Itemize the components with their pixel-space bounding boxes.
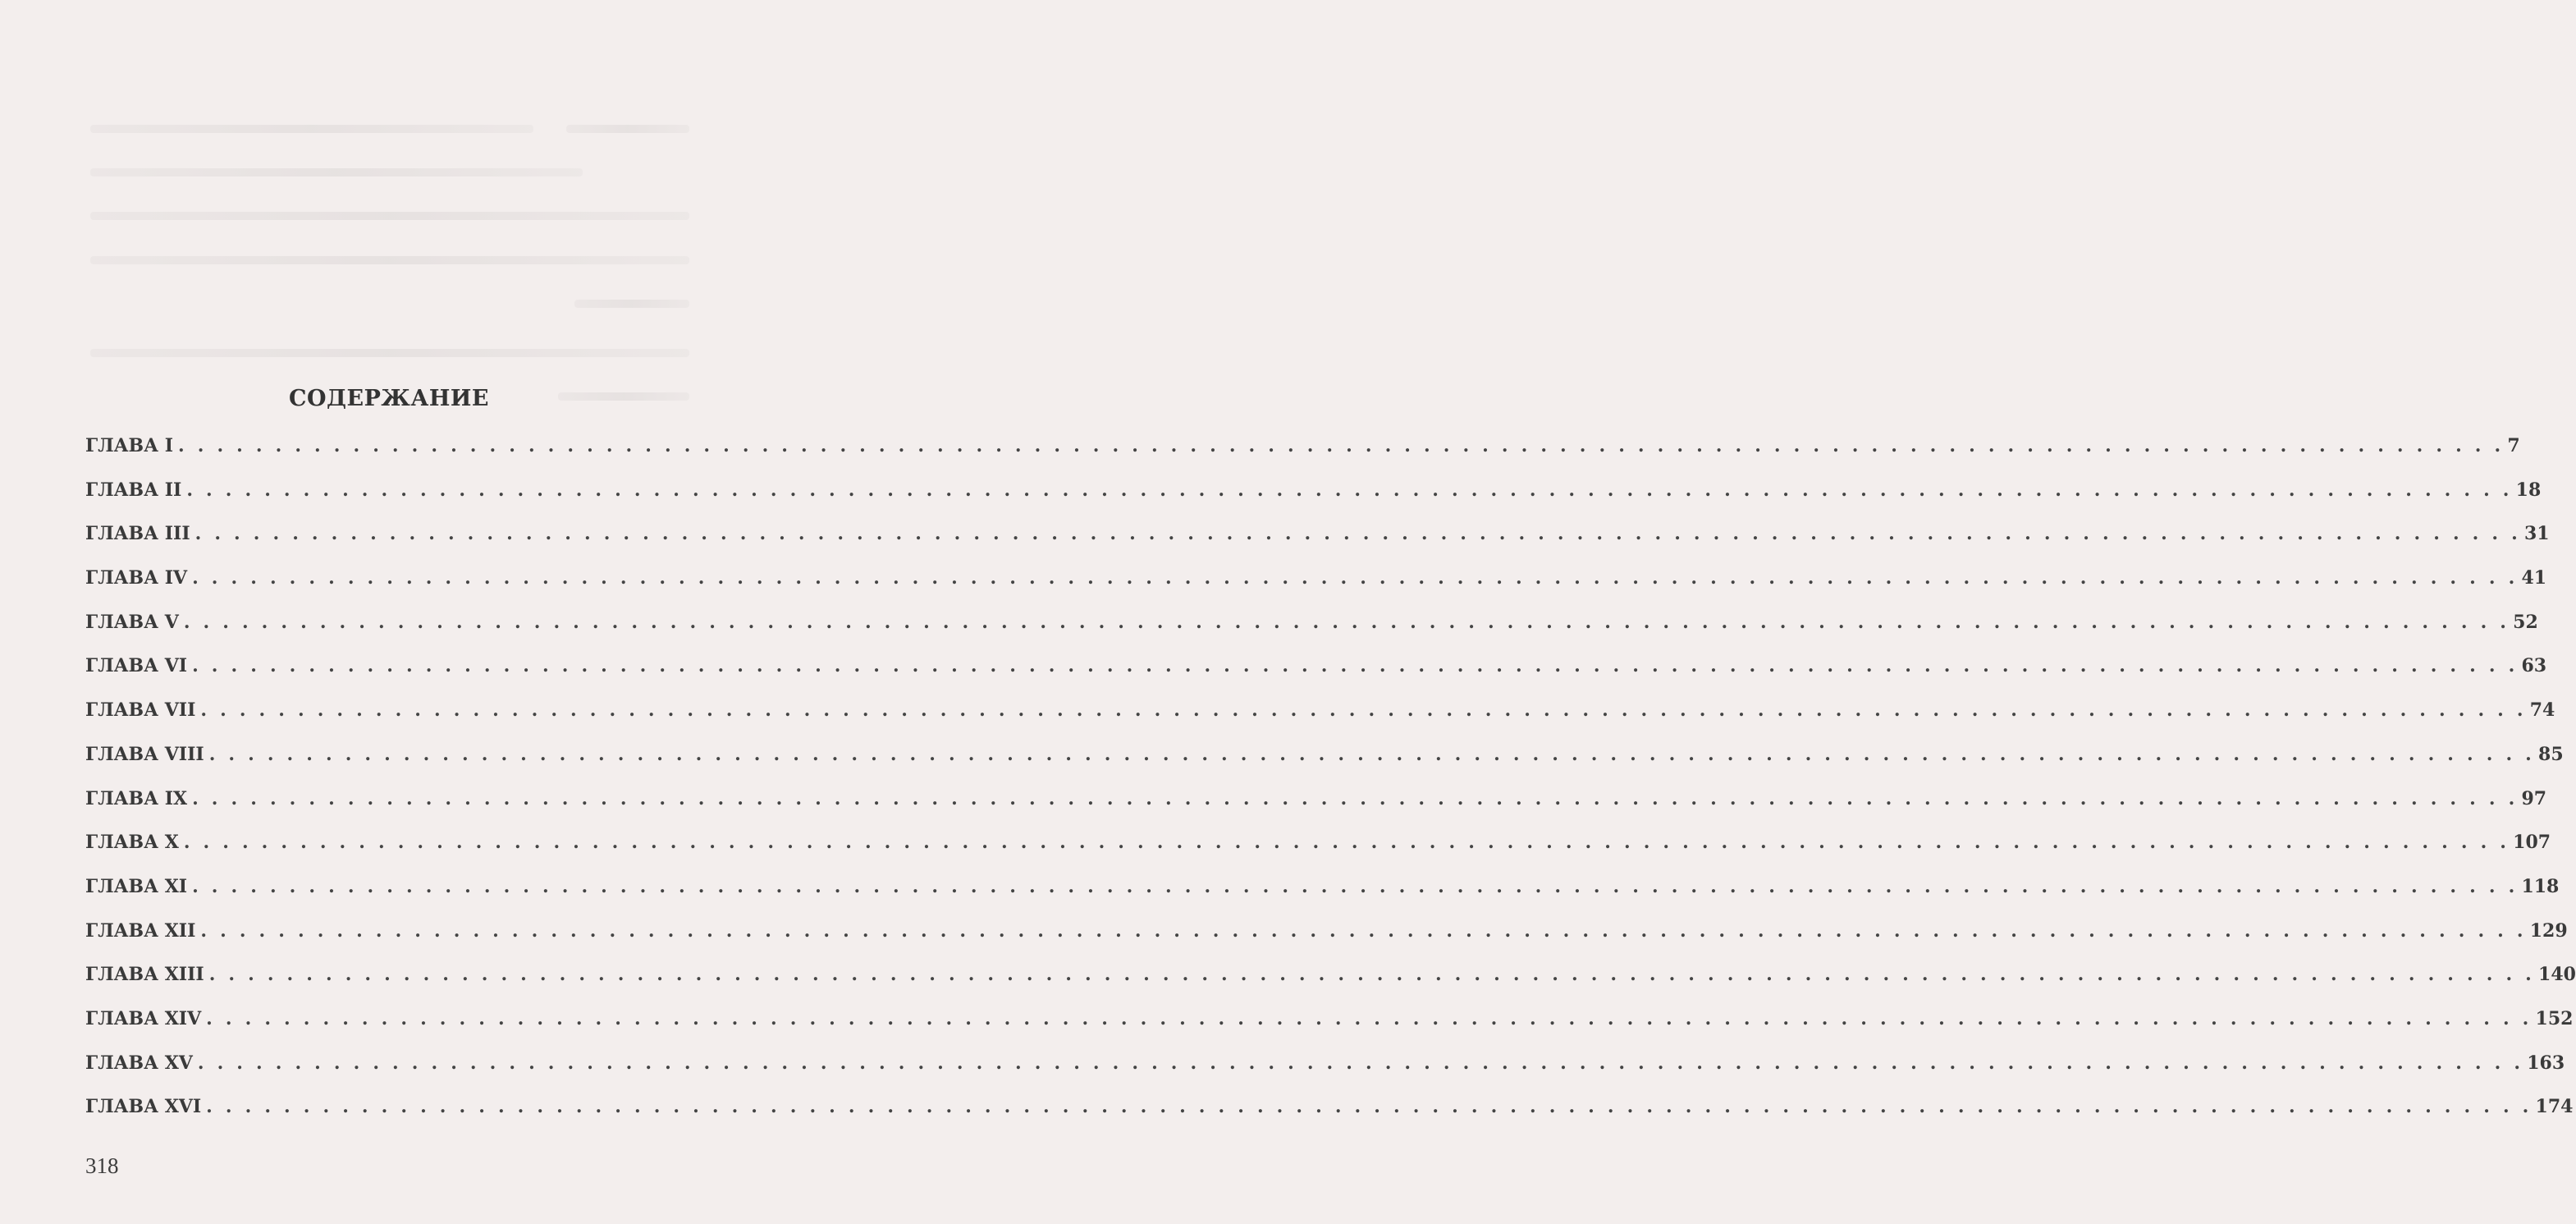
dot-leader: . . . . . . . . . . . . . . . . . . . . . . . . . . . . . . . . . . . . . . . . . . . . . . . . . . . . . . . . . . . . . . . . . . . . . . . . . . . . . . . . . . . . . . . . . . . . . . . . . . . . . . . . . . . . . . . . . . . . . . . . [200,699,2527,722]
dot-leader: . . . . . . . . . . . . . . . . . . . . . . . . . . . . . . . . . . . . . . . . . . . . . . . . . . . . . . . . . . . . . . . . . . . . . . . . . . . . . . . . . . . . . . . . . . . . . . . . . . . . . . . . . . . . . . . . . . . . . . . . [200,919,2527,942]
toc-entry [85,435,2520,479]
bleed-through-line [90,349,689,357]
toc-entry-label: ГЛАВА II [85,479,182,501]
toc-entry [85,1007,2574,1052]
toc-entry [85,919,2568,965]
dot-leader: . . . . . . . . . . . . . . . . . . . . . . . . . . . . . . . . . . . . . . . . . . . . . . . . . . . . . . . . . . . . . . . . . . . . . . . . . . . . . . . . . . . . . . . . . . . . . . . . . . . . . . . . . . . . . . . . . . . . . . . . [192,875,2519,897]
toc-entry-page: 31 [2523,523,2550,545]
dot-leader: . . . . . . . . . . . . . . . . . . . . . . . . . . . . . . . . . . . . . . . . . . . . . . . . . . . . . . . . . . . . . . . . . . . . . . . . . . . . . . . . . . . . . . . . . . . . . . . . . . . . . . . . . . . . . . . . . . . . . . . . [197,1052,2524,1074]
bleed-through-line [90,212,689,220]
page-number: 318 [85,1153,119,1178]
bleed-through-line [90,125,533,133]
dot-leader: . . . . . . . . . . . . . . . . . . . . . . . . . . . . . . . . . . . . . . . . . . . . . . . . . . . . . . . . . . . . . . . . . . . . . . . . . . . . . . . . . . . . . . . . . . . . . . . . . . . . . . . . . . . . . . . . . . . . . . . . [178,435,2505,456]
toc-entry-page: 118 [2521,875,2560,897]
toc-entry-label: ГЛАВА III [85,523,190,545]
toc-entry-label: ГЛАВА XII [85,919,196,942]
toc-entry-label: ГЛАВА X [85,832,179,854]
dot-leader: . . . . . . . . . . . . . . . . . . . . . . . . . . . . . . . . . . . . . . . . . . . . . . . . . . . . . . . . . . . . . . . . . . . . . . . . . . . . . . . . . . . . . . . . . . . . . . . . . . . . . . . . . . . . . . . . . . . . . . . . [186,479,2513,501]
toc-entry [85,1052,2565,1097]
dot-leader: . . . . . . . . . . . . . . . . . . . . . . . . . . . . . . . . . . . . . . . . . . . . . . . . . . . . . . . . . . . . . . . . . . . . . . . . . . . . . . . . . . . . . . . . . . . . . . . . . . . . . . . . . . . . . . . . . . . . . . . . [206,1007,2533,1029]
toc-entry-label: ГЛАВА XV [85,1052,193,1074]
dot-leader: . . . . . . . . . . . . . . . . . . . . . . . . . . . . . . . . . . . . . . . . . . . . . . . . . . . . . . . . . . . . . . . . . . . . . . . . . . . . . . . . . . . . . . . . . . . . . . . . . . . . . . . . . . . . . . . . . . . . . . . . [206,1096,2533,1118]
dot-leader: . . . . . . . . . . . . . . . . . . . . . . . . . . . . . . . . . . . . . . . . . . . . . . . . . . . . . . . . . . . . . . . . . . . . . . . . . . . . . . . . . . . . . . . . . . . . . . . . . . . . . . . . . . . . . . . . . . . . . . . . [192,787,2519,809]
toc-entry-page: 85 [2538,743,2564,765]
toc-entry-page: 74 [2529,699,2555,722]
toc-entry-label: ГЛАВА IX [85,787,188,809]
toc-entry [85,743,2564,788]
toc-entry-page: 107 [2513,832,2551,854]
toc-entry-label: ГЛАВА VI [85,655,188,677]
toc-entry [85,787,2547,832]
dot-leader: . . . . . . . . . . . . . . . . . . . . . . . . . . . . . . . . . . . . . . . . . . . . . . . . . . . . . . . . . . . . . . . . . . . . . . . . . . . . . . . . . . . . . . . . . . . . . . . . . . . . . . . . . . . . . . . . . . . . . . . . [192,655,2519,677]
toc-entry [85,567,2547,612]
page-title: СОДЕРЖАНИЕ [289,386,489,412]
toc-entry-page: 97 [2521,787,2547,809]
toc-entry-page: 174 [2535,1096,2574,1118]
toc-entry-page: 140 [2538,964,2576,986]
toc-entry-label: ГЛАВА IV [85,567,188,589]
toc-entry [85,523,2550,567]
toc-entry-page: 18 [2515,479,2542,501]
dot-leader: . . . . . . . . . . . . . . . . . . . . . . . . . . . . . . . . . . . . . . . . . . . . . . . . . . . . . . . . . . . . . . . . . . . . . . . . . . . . . . . . . . . . . . . . . . . . . . . . . . . . . . . . . . . . . . . . . . . . . . . . [194,523,2521,545]
dot-leader: . . . . . . . . . . . . . . . . . . . . . . . . . . . . . . . . . . . . . . . . . . . . . . . . . . . . . . . . . . . . . . . . . . . . . . . . . . . . . . . . . . . . . . . . . . . . . . . . . . . . . . . . . . . . . . . . . . . . . . . . [183,832,2510,854]
toc-entry [85,964,2576,1008]
bleed-through-line [90,168,583,176]
dot-leader: . . . . . . . . . . . . . . . . . . . . . . . . . . . . . . . . . . . . . . . . . . . . . . . . . . . . . . . . . . . . . . . . . . . . . . . . . . . . . . . . . . . . . . . . . . . . . . . . . . . . . . . . . . . . . . . . . . . . . . . . [208,964,2536,986]
toc-entry-label: ГЛАВА VIII [85,743,204,765]
bleed-through-line [90,256,689,264]
toc-entry-label: ГЛАВА XVI [85,1096,202,1118]
toc-entry-page: 7 [2507,435,2520,456]
toc-entry-label: ГЛАВА V [85,611,179,633]
toc-entry-label: ГЛАВА XIV [85,1007,202,1029]
toc-entry [85,875,2560,920]
toc-entry-label: ГЛАВА XI [85,875,188,897]
toc-list [85,435,2576,1140]
toc-entry-page: 63 [2521,655,2547,677]
toc-entry [85,611,2538,656]
toc-entry-page: 163 [2527,1052,2565,1074]
toc-entry [85,699,2555,744]
dot-leader: . . . . . . . . . . . . . . . . . . . . . . . . . . . . . . . . . . . . . . . . . . . . . . . . . . . . . . . . . . . . . . . . . . . . . . . . . . . . . . . . . . . . . . . . . . . . . . . . . . . . . . . . . . . . . . . . . . . . . . . . [183,611,2510,633]
toc-entry-page: 129 [2529,919,2568,942]
toc-entry [85,479,2542,524]
toc-entry-label: ГЛАВА I [85,435,174,456]
bleed-through-line [566,125,689,133]
toc-entry-page: 52 [2513,611,2538,633]
toc-entry [85,832,2551,876]
dot-leader: . . . . . . . . . . . . . . . . . . . . . . . . . . . . . . . . . . . . . . . . . . . . . . . . . . . . . . . . . . . . . . . . . . . . . . . . . . . . . . . . . . . . . . . . . . . . . . . . . . . . . . . . . . . . . . . . . . . . . . . . [192,567,2519,589]
dot-leader: . . . . . . . . . . . . . . . . . . . . . . . . . . . . . . . . . . . . . . . . . . . . . . . . . . . . . . . . . . . . . . . . . . . . . . . . . . . . . . . . . . . . . . . . . . . . . . . . . . . . . . . . . . . . . . . . . . . . . . . . [208,743,2536,765]
bleed-through-line [574,300,689,308]
toc-entry-label: ГЛАВА VII [85,699,196,722]
toc-entry [85,655,2547,699]
toc-entry [85,1096,2574,1140]
toc-entry-label: ГЛАВА XIII [85,964,204,986]
toc-entry-page: 41 [2521,567,2547,589]
toc-entry-page: 152 [2535,1007,2574,1029]
